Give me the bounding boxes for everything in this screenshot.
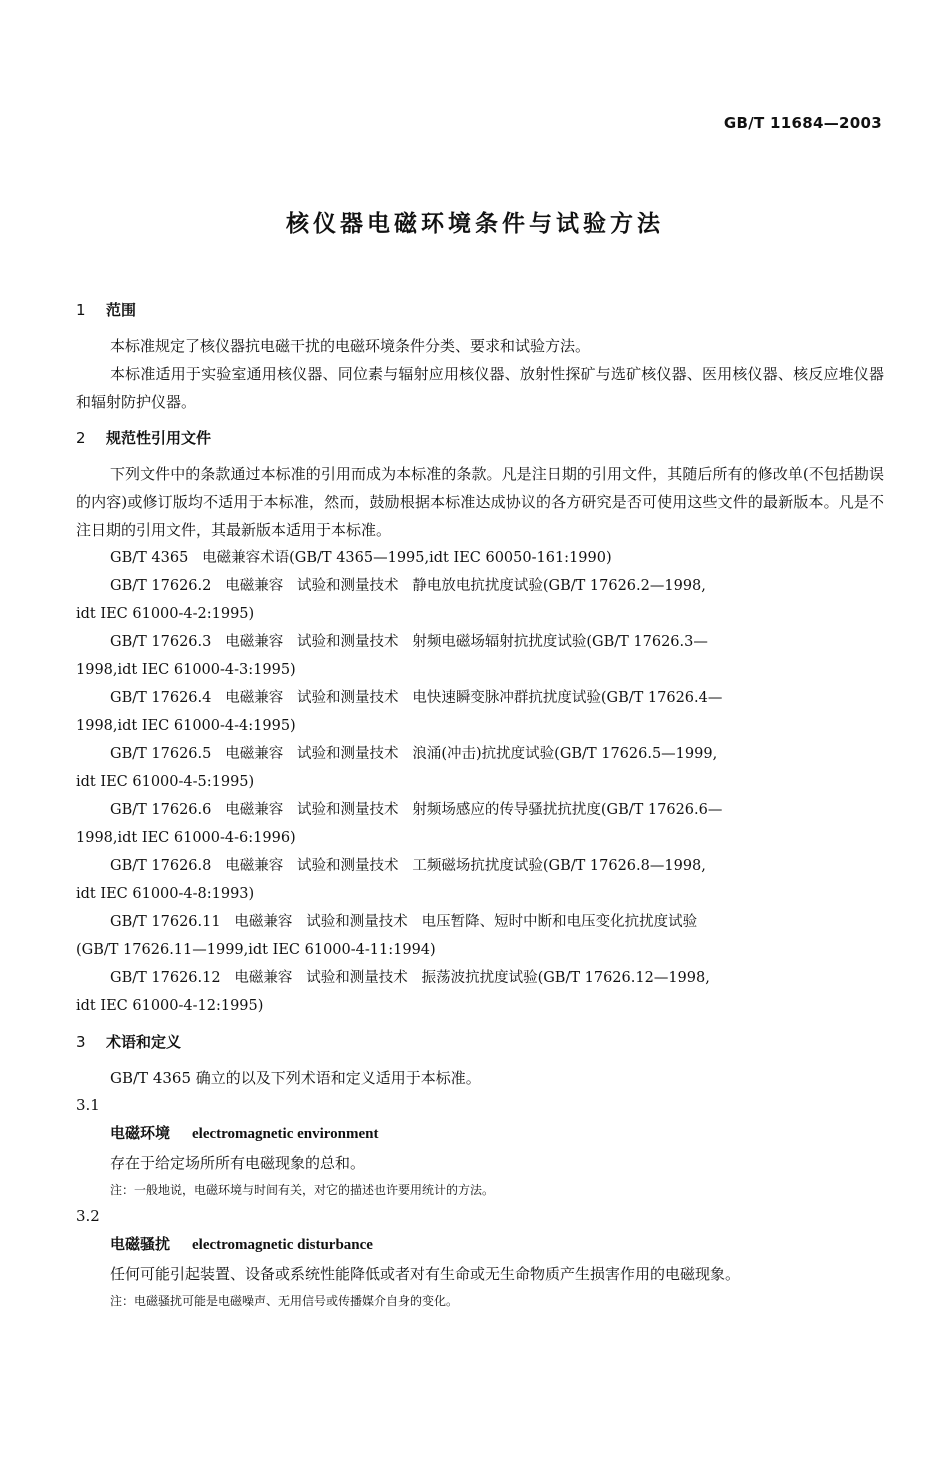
clause-number: 3.2 [76, 1207, 100, 1225]
reference-item [76, 572, 884, 628]
reference-line: GB/T 17626.2 电磁兼容 试验和测量技术 静电放电抗扰度试验(GB/T 17626.2—1998, [110, 578, 706, 594]
term-entry [76, 1229, 884, 1260]
reference-line: GB/T 17626.11 电磁兼容 试验和测量技术 电压暂降、短时中断和电压变化抗扰度试验 [110, 914, 698, 930]
reference-line: GB/T 4365 电磁兼容术语(GB/T 4365—1995,idt IEC 60050-161:1990) [110, 550, 612, 566]
reference-line-continued: idt IEC 61000-4-8:1993) [76, 886, 255, 902]
reference-line-continued: idt IEC 61000-4-5:1995) [76, 774, 255, 790]
section-heading-terms-definitions [76, 1028, 884, 1056]
paragraph: 下列文件中的条款通过本标准的引用而成为本标准的条款。凡是注日期的引用文件，其随后所有的修改单(不包括勘误的内容)或修订版均不适用于本标准，然而，鼓励根据本标准达成协议的各方研究是否可使用这些文件的最新版本。凡是不注日期的引用文件，其最新版本适用于本标准。 [76, 465, 884, 539]
section-heading-scope [76, 296, 884, 324]
term-english: electromagnetic disturbance [192, 1237, 373, 1253]
reference-line-continued: 1998,idt IEC 61000-4-6:1996) [76, 830, 296, 846]
reference-item [76, 628, 884, 684]
term-definition: 存在于给定场所所有电磁现象的总和。 [110, 1154, 366, 1172]
section-number: 3 [76, 1033, 86, 1051]
reference-item [76, 796, 884, 852]
reference-item [76, 852, 884, 908]
term-chinese: 电磁环境 [110, 1124, 171, 1142]
term-note: 注：电磁骚扰可能是电磁噪声、无用信号或传播媒介自身的变化。 [110, 1294, 459, 1308]
reference-line: GB/T 17626.5 电磁兼容 试验和测量技术 浪涌(冲击)抗扰度试验(GB/T 17626.5—1999, [110, 746, 718, 762]
reference-line: GB/T 17626.4 电磁兼容 试验和测量技术 电快速瞬变脉冲群抗扰度试验(GB/T 17626.4— [110, 690, 723, 706]
reference-item [76, 544, 884, 572]
reference-line: GB/T 17626.3 电磁兼容 试验和测量技术 射频电磁场辐射抗扰度试验(GB/T 17626.3— [110, 634, 708, 650]
standard-number: GB/T 11684—2003 [723, 114, 882, 132]
reference-line: GB/T 17626.12 电磁兼容 试验和测量技术 振荡波抗扰度试验(GB/T 17626.12—1998, [110, 970, 710, 986]
term-entry [76, 1118, 884, 1149]
document-body [76, 296, 884, 1314]
term-english: electromagnetic environment [192, 1126, 379, 1142]
term-note: 注：一般地说，电磁环境与时间有关，对它的描述也许要用统计的方法。 [110, 1183, 495, 1197]
paragraph: GB/T 4365 确立的以及下列术语和定义适用于本标准。 [110, 1069, 481, 1087]
paragraph: 本标准规定了核仪器抗电磁干扰的电磁环境条件分类、要求和试验方法。 [110, 337, 591, 355]
reference-item [76, 908, 884, 964]
reference-line-continued: (GB/T 17626.11—1999,idt IEC 61000-4-11:1994) [76, 942, 436, 958]
section-heading-normative-references [76, 424, 884, 452]
paragraph: 本标准适用于实验室通用核仪器、同位素与辐射应用核仪器、放射性探矿与选矿核仪器、医用核仪器、核反应堆仪器和辐射防护仪器。 [76, 365, 884, 411]
reference-item [76, 684, 884, 740]
section-title: 规范性引用文件 [106, 429, 212, 447]
section-number: 1 [76, 301, 86, 319]
section-number: 2 [76, 429, 86, 447]
reference-item [76, 964, 884, 1020]
document-title: 核仪器电磁环境条件与试验方法 [286, 211, 664, 237]
reference-line-continued: 1998,idt IEC 61000-4-4:1995) [76, 718, 296, 734]
reference-line: GB/T 17626.8 电磁兼容 试验和测量技术 工频磁场抗扰度试验(GB/T 17626.8—1998, [110, 858, 706, 874]
section-title: 术语和定义 [106, 1033, 182, 1051]
term-chinese: 电磁骚扰 [110, 1235, 171, 1253]
term-definition: 任何可能引起装置、设备或系统性能降低或者对有生命或无生命物质产生损害作用的电磁现象。 [110, 1265, 741, 1283]
reference-line-continued: idt IEC 61000-4-12:1995) [76, 998, 264, 1014]
reference-item [76, 740, 884, 796]
section-title: 范围 [106, 301, 137, 319]
reference-line: GB/T 17626.6 电磁兼容 试验和测量技术 射频场感应的传导骚扰抗扰度(GB/T 17626.6— [110, 802, 723, 818]
reference-line-continued: idt IEC 61000-4-2:1995) [76, 606, 255, 622]
reference-line-continued: 1998,idt IEC 61000-4-3:1995) [76, 662, 296, 678]
clause-number: 3.1 [76, 1096, 100, 1114]
